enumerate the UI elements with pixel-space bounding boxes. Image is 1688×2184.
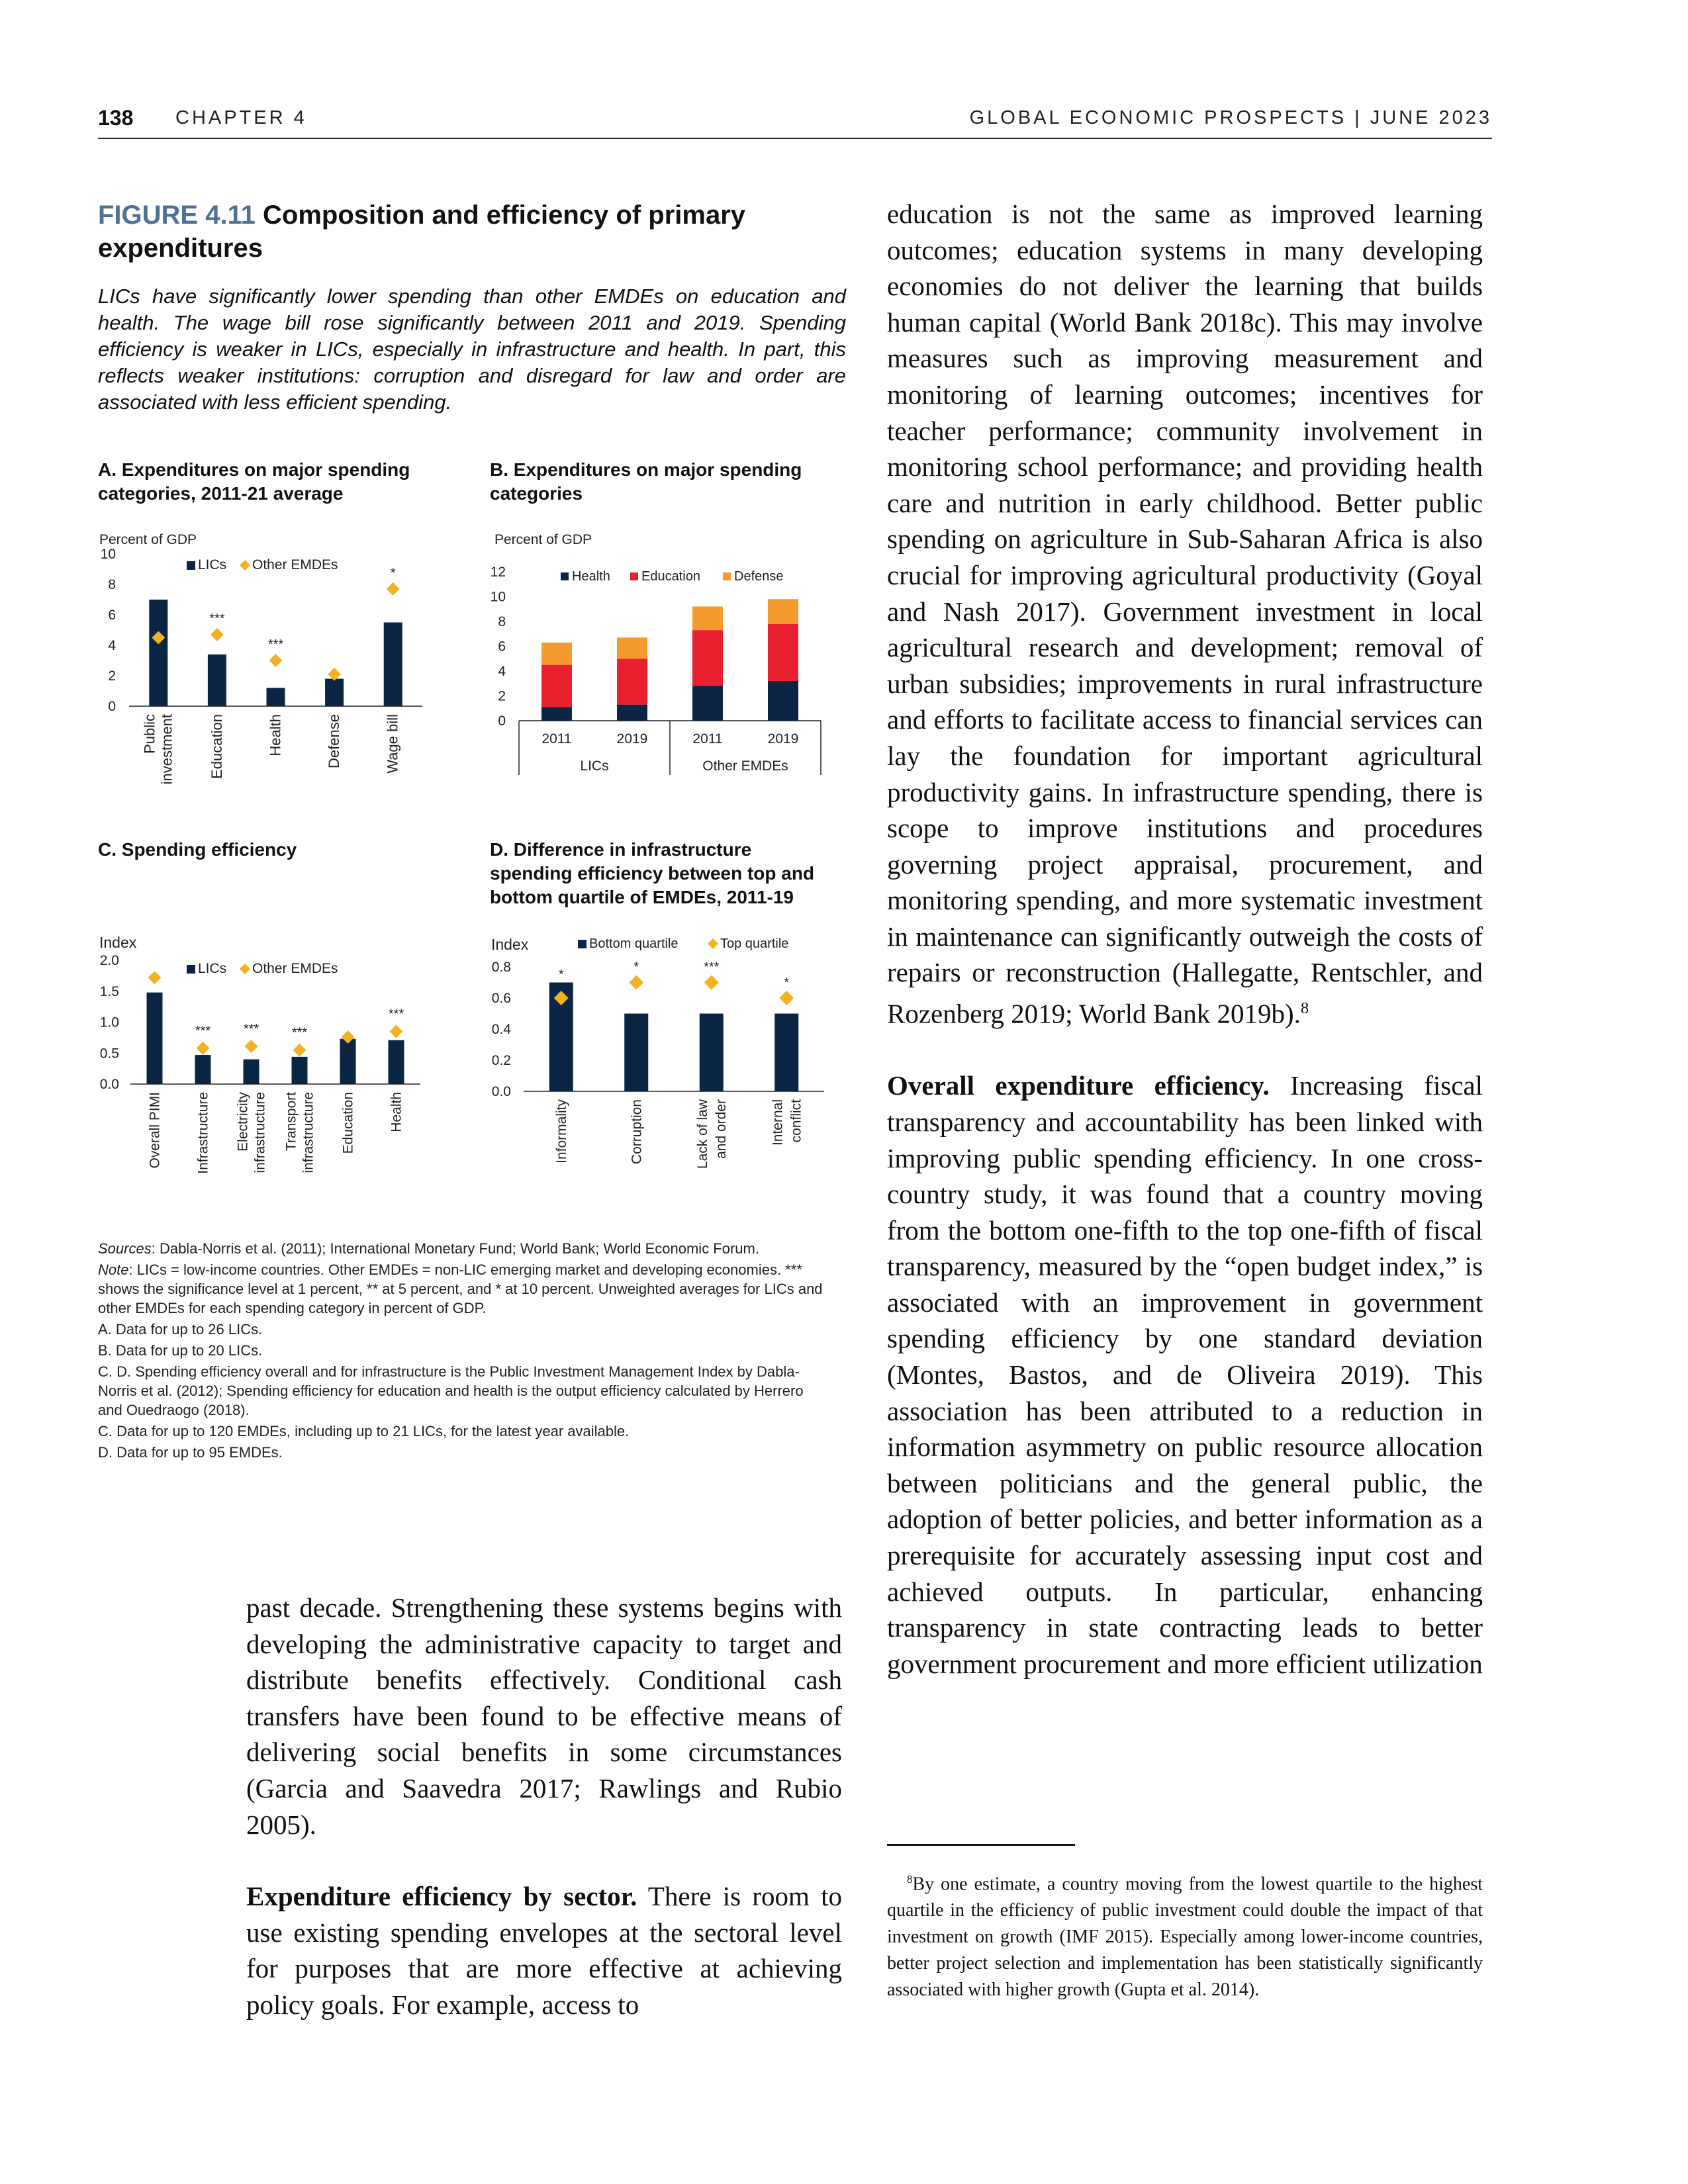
y-tick-label: 0.4 <box>491 1022 511 1037</box>
footnote <box>887 1866 1483 2003</box>
legend-swatch-lics <box>187 965 195 974</box>
y-tick-label: 6 <box>498 639 506 655</box>
bar-lics <box>292 1057 308 1084</box>
bar-lics <box>208 655 226 706</box>
legend-swatch-bottom-quartile <box>578 940 586 948</box>
footnote-mark: 8 <box>907 1873 913 1886</box>
y-tick-label: 1.0 <box>99 1015 119 1030</box>
stacked-segment-defense <box>768 599 798 624</box>
y-tick-label: 2 <box>108 668 116 684</box>
marker-other-emdes <box>269 654 283 667</box>
y-tick-label: 0.6 <box>491 991 511 1006</box>
body-paragraph: Overall expenditure efficiency. Increasing fiscal transparency and accountability has been linked with improving public spending efficiency. In one cross-country study, it was found that a country moving from the bottom one-fifth to the top one-fifth of fiscal transparency, measured by the “open budget index,” is associated with an improvement in government spending efficiency by one standard deviation (Montes, Bastos, and de Oliveira 2019). This association has been attributed to a reduction in information asymmetry on public resource allocation between politicians and the general public, the adoption of better policies, and better information as a prerequisite for accurately assessing input cost and achieved outputs. In particular, enhancing transparency in state contracting leads to better government procurement and more efficient utilization <box>887 1070 1483 1679</box>
y-tick-label: 1.5 <box>99 983 119 999</box>
legend-swatch-top-quartile <box>708 938 718 949</box>
stacked-segment-education <box>541 665 572 707</box>
figure-subtitle: LICs have significantly lower spending than other EMDEs on education and health. The wage bill rose significantly between 2011 and 2019. Spending efficiency is weaker in LICs, especially in infrastructure and health. In part, this reflects weaker institutions: corruption and disregard for law and order are associated with less efficient spending. <box>98 285 846 414</box>
x-category-label: 2019 <box>767 731 799 747</box>
x-category-label: infrastructure <box>252 1092 268 1173</box>
panel-a-title: A. Expenditures on major spending categories, 2011-21 average <box>98 459 410 504</box>
legend-swatch-other-emdes <box>240 560 250 570</box>
marker-other-emdes <box>197 1042 210 1055</box>
x-category-label: Health <box>267 714 284 756</box>
x-group-label: Other EMDEs <box>702 758 788 774</box>
y-tick-label: 4 <box>108 638 116 653</box>
bar-lics <box>389 1040 404 1084</box>
page-number: 138 <box>98 106 134 130</box>
chart-c <box>86 920 457 1198</box>
note-text: Note: LICs = low-income countries. Other EMDEs = non-LIC emerging market and developing economies. *** shows the significance level at 1 percent, ** at 5 percent, and * at 10 percent. Unweighted averages for LICs and other EMDEs for each spending category in percent of GDP. <box>98 1261 823 1316</box>
bar-bottom-quartile <box>774 1014 798 1092</box>
body-right-column <box>887 196 1483 1682</box>
y-axis-label: Percent of GDP <box>99 532 197 547</box>
significance-label: * <box>784 976 790 990</box>
significance-label: *** <box>195 1023 211 1038</box>
bar-lics <box>244 1060 259 1084</box>
legend-label: Bottom quartile <box>589 936 679 951</box>
significance-label: * <box>390 565 396 580</box>
note-line: C. D. Spending efficiency overall and for infrastructure is the Public Investment Management Index by Dabla-Norris et al. (2012); Spending efficiency for education and health is the output efficiency calculated by Herrero and Ouedraogo (2018). <box>98 1363 804 1418</box>
x-category-label: Defense <box>326 714 343 768</box>
bar-bottom-quartile <box>624 1014 648 1092</box>
figure-number: FIGURE 4.11 <box>98 201 256 230</box>
x-category-label: Education <box>340 1092 356 1154</box>
bar-lics <box>340 1039 356 1084</box>
legend-label: Defense <box>734 569 784 584</box>
x-group-label: LICs <box>580 758 609 774</box>
footnote-rule <box>887 1844 1075 1846</box>
running-title: GLOBAL ECONOMIC PROSPECTS | JUNE 2023 <box>969 107 1492 128</box>
x-category-label: Transport <box>283 1092 299 1152</box>
y-tick-label: 0.2 <box>491 1053 511 1068</box>
chart-b <box>477 516 834 807</box>
marker-other-emdes <box>387 582 400 596</box>
legend-swatch-defense <box>723 572 731 580</box>
legend-swatch-health <box>561 572 569 580</box>
stacked-segment-health <box>541 707 572 721</box>
x-category-label: investment <box>158 714 175 785</box>
section-lead: Expenditure efficiency by sector. <box>246 1881 637 1912</box>
x-category-label: Public <box>141 714 158 754</box>
stacked-segment-health <box>768 681 798 721</box>
marker-other-emdes <box>211 628 224 641</box>
significance-label: *** <box>267 637 284 652</box>
y-tick-label: 10 <box>490 589 506 605</box>
x-category-label: conflict <box>788 1099 804 1143</box>
header-rule <box>98 138 1492 139</box>
y-tick-label: 2.0 <box>99 953 119 968</box>
marker-top-quartile <box>704 976 719 990</box>
body-paragraph: education is not the same as improved learning outcomes; education systems in many developing economies do not deliver the learning that builds human capital (World Bank 2018c). This may involve measures such as improving measurement and monitoring of learning outcomes; incentives for teacher performance; community involvement in monitoring school performance; and providing health care and nutrition in early childhood. Better public spending on agriculture in Sub-Saharan Africa is also crucial for improving agricultural productivity (Goyal and Nash 2017). Government investment in local agricultural research and development; removal of urban subsidies; improvements in rural infrastructure and efforts to facilitate access to financial services can lay the foundation for important agricultural productivity gains. In infrastructure spending, there is scope to improve institutions and procedures governing project appraisal, procurement, and monitoring spending, and more systematic investment in maintenance can significantly outweigh the costs of repairs or reconstruction (Hallegatte, Rentschler, and Rozenberg 2019; World Bank 2019b).$^8$ <box>887 199 1483 1029</box>
x-category-label: Infrastructure <box>195 1092 211 1174</box>
stacked-segment-education <box>768 624 798 681</box>
y-tick-label: 2 <box>498 688 506 704</box>
note-line: C. Data for up to 120 EMDEs, including up to 21 LICs, for the latest year available. <box>98 1423 630 1439</box>
bar-bottom-quartile <box>700 1014 724 1092</box>
x-category-label: Internal <box>770 1099 786 1146</box>
stacked-segment-defense <box>692 607 723 631</box>
legend-label: Education <box>641 569 700 584</box>
x-category-label: and order <box>713 1099 729 1159</box>
sources-note: Sources: Dabla-Norris et al. (2011); International Monetary Fund; World Bank; World Economic Forum. <box>98 1240 759 1257</box>
bar-lics <box>325 679 344 706</box>
y-tick-label: 4 <box>498 664 506 679</box>
x-category-label: 2019 <box>616 731 648 747</box>
significance-label: *** <box>243 1021 259 1036</box>
chapter-label: CHAPTER 4 <box>175 107 307 128</box>
y-tick-label: 0.8 <box>491 960 511 975</box>
legend-label: Top quartile <box>720 936 789 951</box>
y-axis-label: Index <box>491 936 529 953</box>
note-line: B. Data for up to 20 LICs. <box>98 1342 263 1359</box>
legend-label: LICs <box>198 557 227 572</box>
panel-c-title: C. Spending efficiency <box>98 839 297 860</box>
legend-swatch-other-emdes <box>240 964 250 974</box>
legend-label: Other EMDEs <box>252 961 338 976</box>
stacked-segment-defense <box>617 637 647 659</box>
legend-label: Health <box>572 569 610 584</box>
legend-swatch-education <box>630 572 638 580</box>
bar-lics <box>195 1055 211 1084</box>
body-paragraph: Expenditure efficiency by sector. There is room to use existing spending envelopes at the sectoral level for purposes that are more effective at achieving policy goals. For example, access to <box>246 1881 842 2020</box>
marker-other-emdes <box>390 1025 403 1038</box>
x-category-label: Electricity <box>235 1092 251 1152</box>
body-paragraph: past decade. Strengthening these systems begins with developing the administrative capacity to target and distribute benefits effectively. Conditional cash transfers have been found to be effective means of delivering social benefits in some circumstances (Garcia and Saavedra 2017; Rawlings and Rubio 2005). <box>246 1592 842 1840</box>
significance-label: *** <box>209 611 225 626</box>
x-category-label: Wage bill <box>384 714 401 774</box>
x-category-label: 2011 <box>541 731 572 747</box>
x-category-label: Education <box>208 714 225 779</box>
bar-lics <box>384 623 402 707</box>
stacked-segment-education <box>692 630 723 686</box>
figure-title-text: Composition and efficiency of primary expenditures <box>98 201 746 263</box>
y-tick-label: 0 <box>498 713 506 729</box>
marker-top-quartile <box>629 976 643 990</box>
chart-d <box>477 920 834 1198</box>
marker-other-emdes <box>148 971 162 984</box>
panel-d-title: D. Difference in infrastructure spending efficiency between top and bottom quartile of EMDEs, 2011-19 <box>490 839 815 907</box>
stacked-segment-health <box>617 705 647 721</box>
stacked-segment-education <box>617 659 647 704</box>
significance-label: * <box>633 960 639 975</box>
bar-lics <box>147 993 163 1084</box>
figure-notes <box>98 1239 829 1464</box>
note-line: A. Data for up to 26 LICs. <box>98 1321 263 1338</box>
y-tick-label: 0.0 <box>99 1077 119 1092</box>
x-category-label: Informality <box>553 1099 569 1163</box>
y-axis-label: Index <box>99 934 137 951</box>
footnote-ref[interactable]: 8 <box>1300 999 1309 1018</box>
marker-other-emdes <box>245 1040 258 1053</box>
y-tick-label: 0.0 <box>491 1084 511 1099</box>
section-lead: Overall expenditure efficiency. <box>887 1070 1270 1101</box>
body-left-column <box>246 1590 842 2023</box>
bar-lics <box>149 600 167 706</box>
stacked-segment-defense <box>541 643 572 665</box>
y-tick-label: 8 <box>108 577 116 592</box>
x-category-label: Corruption <box>629 1099 645 1165</box>
note-line: D. Data for up to 95 EMDEs. <box>98 1444 283 1461</box>
x-category-label: 2011 <box>692 731 723 747</box>
x-category-label: infrastructure <box>301 1092 316 1173</box>
legend-label: Other EMDEs <box>252 557 338 572</box>
footnote-text: By one estimate, a country moving from the lowest quartile to the highest quartile in the efficiency of public investment could double the impact of that investment on growth (IMF 2015). Especially among lower-income countries, better project selection and implementation has been statistically significantly associated with higher growth (Gupta et al. 2014). <box>887 1874 1483 2001</box>
y-tick-label: 0.5 <box>99 1046 119 1062</box>
y-tick-label: 8 <box>498 614 506 629</box>
stacked-segment-health <box>692 686 723 721</box>
panel-b-title: B. Expenditures on major spending categories <box>490 459 802 504</box>
legend-label: LICs <box>198 961 227 976</box>
x-category-label: Health <box>389 1092 404 1132</box>
marker-other-emdes <box>293 1044 306 1057</box>
bar-lics <box>267 688 285 706</box>
significance-label: *** <box>704 960 720 975</box>
significance-label: *** <box>291 1025 308 1040</box>
significance-label: * <box>558 967 564 982</box>
y-tick-label: 6 <box>108 608 116 623</box>
y-tick-label: 12 <box>490 565 506 580</box>
legend-swatch-lics <box>187 561 195 570</box>
y-tick-label: 10 <box>100 547 116 562</box>
x-category-label: Overall PIMI <box>147 1092 163 1169</box>
significance-label: *** <box>388 1007 404 1022</box>
chart-a <box>86 516 457 807</box>
y-tick-label: 0 <box>108 699 116 714</box>
figure-title <box>98 199 846 265</box>
x-category-label: Lack of law <box>694 1099 710 1169</box>
marker-top-quartile <box>779 991 794 1005</box>
y-axis-label: Percent of GDP <box>494 532 592 547</box>
